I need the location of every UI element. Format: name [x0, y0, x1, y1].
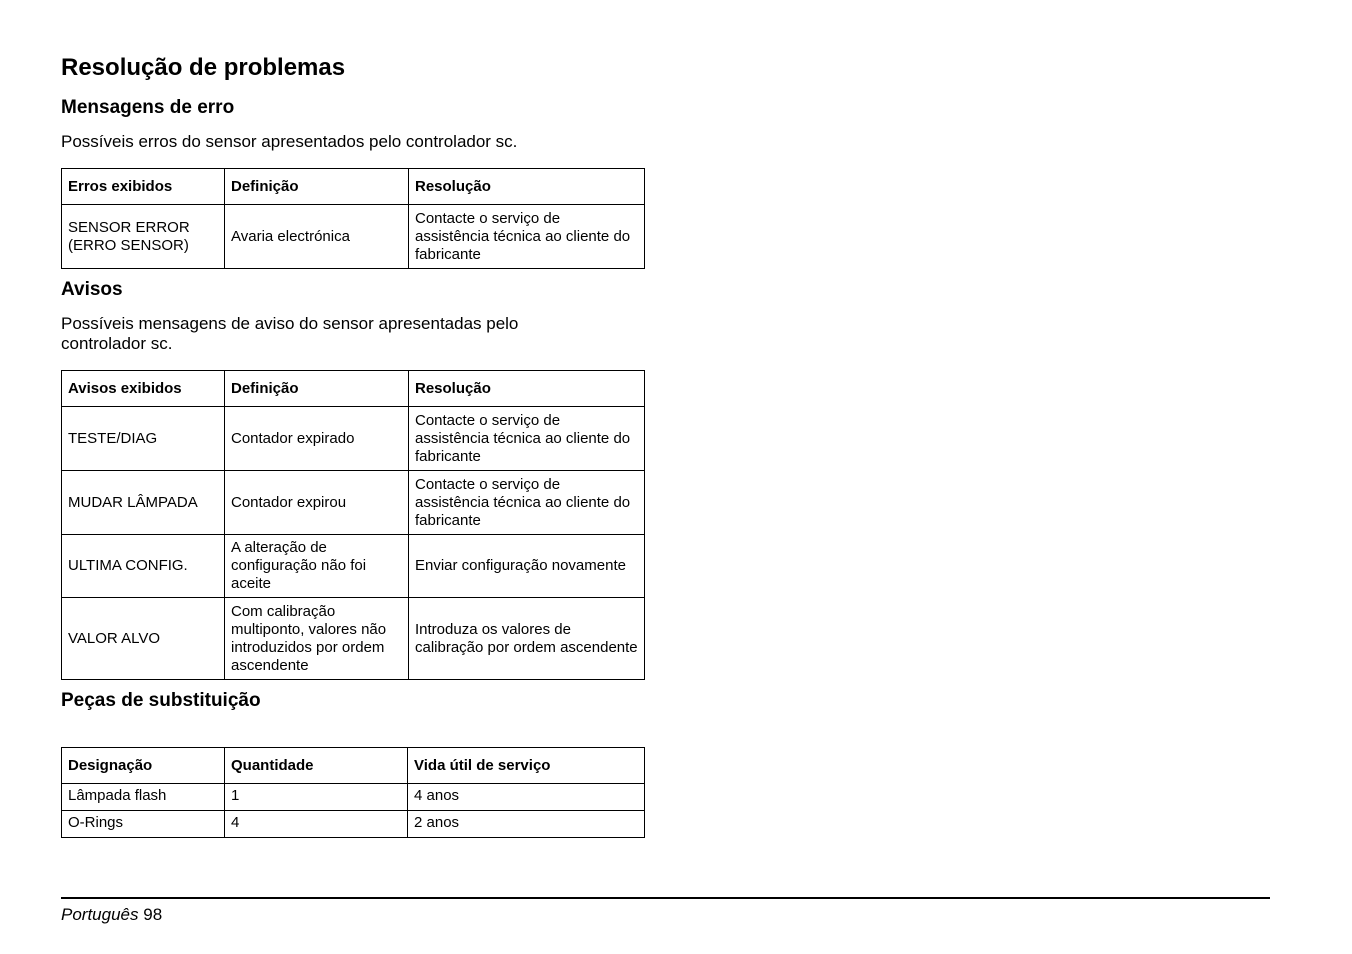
table-cell: TESTE/DIAG: [62, 407, 225, 471]
section-heading-errors: Mensagens de erro: [61, 97, 235, 118]
table-cell: VALOR ALVO: [62, 598, 225, 680]
table-cell: 4: [225, 811, 408, 838]
table-row: [62, 535, 645, 598]
errors-intro: Possíveis erros do sensor apresentados pelo controlador sc.: [61, 132, 518, 151]
table-cell: 4 anos: [408, 784, 645, 811]
table-cell: 1: [225, 784, 408, 811]
table-cell: Contador expirado: [225, 407, 409, 471]
table-header-row: [62, 371, 645, 407]
table-cell: MUDAR LÂMPADA: [62, 471, 225, 535]
table-cell: O-Rings: [62, 811, 225, 838]
column-header: Vida útil de serviço: [408, 748, 645, 784]
table-cell: ULTIMA CONFIG.: [62, 535, 225, 598]
column-header: Resolução: [409, 169, 645, 205]
table-cell: A alteração de configuração não foi aceite: [225, 535, 409, 598]
table-cell: Lâmpada flash: [62, 784, 225, 811]
footer-language: Português: [61, 905, 139, 924]
parts-table: [61, 747, 645, 838]
warnings-table: [61, 370, 645, 680]
table-cell: Contacte o serviço de assistência técnica ao cliente do fabricante: [409, 205, 645, 269]
column-header: Avisos exibidos: [62, 371, 225, 407]
table-header-row: [62, 169, 645, 205]
table-row: [62, 407, 645, 471]
table-cell: 2 anos: [408, 811, 645, 838]
page-footer: [61, 905, 162, 925]
table-row: [62, 811, 645, 838]
column-header: Quantidade: [225, 748, 408, 784]
table-cell: Contacte o serviço de assistência técnica ao cliente do fabricante: [409, 407, 645, 471]
column-header: Definição: [225, 169, 409, 205]
warnings-intro: Possíveis mensagens de aviso do sensor apresentadas pelo controlador sc.: [61, 314, 519, 353]
table-cell: SENSOR ERROR (ERRO SENSOR): [62, 205, 225, 269]
column-header: Definição: [225, 371, 409, 407]
table-cell: Contador expirou: [225, 471, 409, 535]
errors-table: [61, 168, 645, 269]
table-cell: Avaria electrónica: [225, 205, 409, 269]
table-row: [62, 598, 645, 680]
column-header: Erros exibidos: [62, 169, 225, 205]
page-number: 98: [143, 905, 163, 924]
footer-divider: [61, 897, 1270, 899]
table-header-row: [62, 748, 645, 784]
section-heading-warnings: Avisos: [61, 279, 123, 300]
table-row: [62, 205, 645, 269]
table-cell: Enviar configuração novamente: [409, 535, 645, 598]
column-header: Resolução: [409, 371, 645, 407]
page-title: Resolução de problemas: [61, 54, 346, 81]
table-cell: Introduza os valores de calibração por ordem ascendente: [409, 598, 645, 680]
table-row: [62, 471, 645, 535]
table-row: [62, 784, 645, 811]
section-heading-parts: Peças de substituição: [61, 690, 261, 711]
table-cell: Contacte o serviço de assistência técnica ao cliente do fabricante: [409, 471, 645, 535]
table-cell: Com calibração multiponto, valores não introduzidos por ordem ascendente: [225, 598, 409, 680]
column-header: Designação: [62, 748, 225, 784]
